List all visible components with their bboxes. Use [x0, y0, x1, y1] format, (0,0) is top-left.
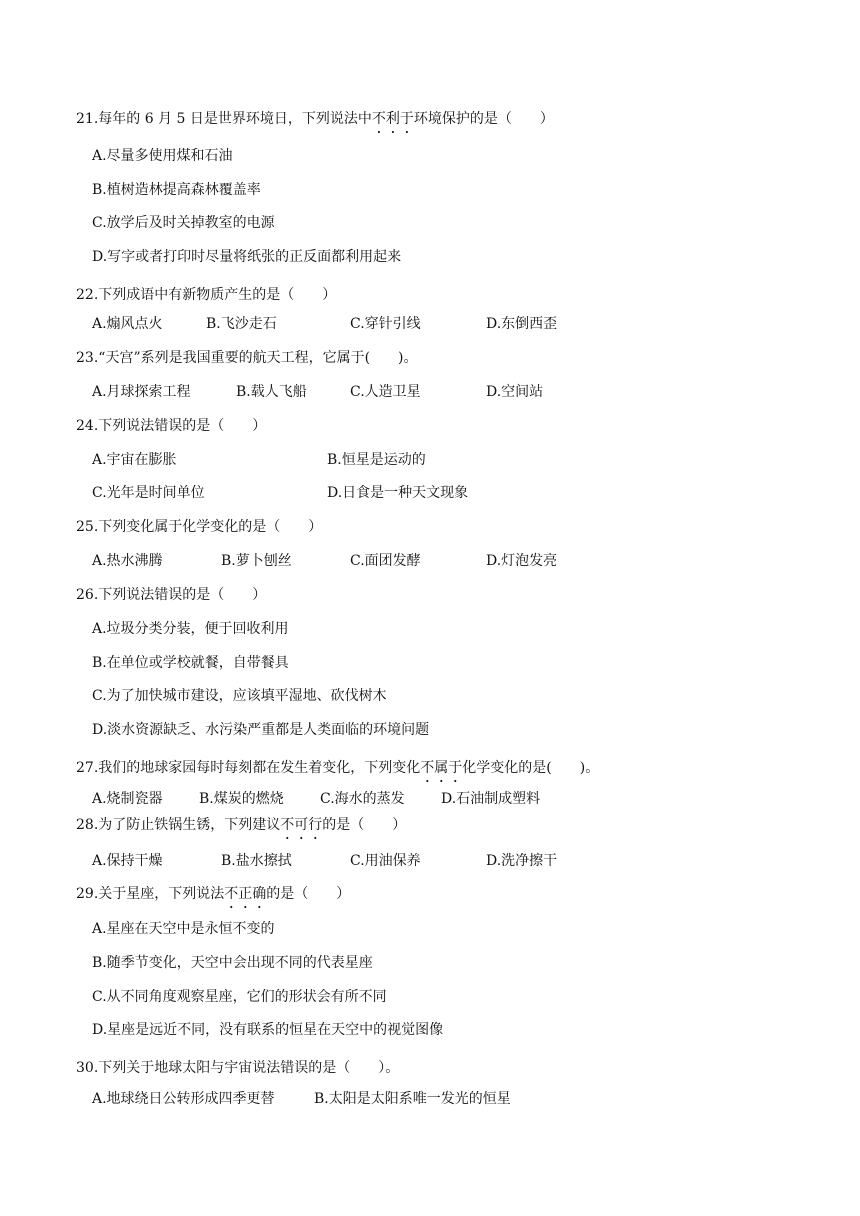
option-29-c: C.从不同角度观察星座，它们的形状会有所不同	[92, 989, 387, 1005]
emphasis-text: 不可行	[280, 817, 323, 833]
option-23-b: B.载人飞船	[236, 384, 307, 400]
emphasis-text: 不利于	[371, 111, 414, 127]
option-27-b: B.煤炭的燃烧	[199, 791, 284, 807]
option-28-d: D.洗净擦干	[486, 853, 558, 869]
option-23-c: C.人造卫星	[350, 384, 421, 400]
option-23-a: A.月球探索工程	[92, 384, 191, 400]
option-30-b: B.太阳是太阳系唯一发光的恒星	[314, 1091, 511, 1107]
question-27-stem: 27.我们的地球家园每时每刻都在发生着变化，下列变化不属于化学变化的是( )。	[76, 760, 600, 776]
option-21-b: B.植树造林提高森林覆盖率	[92, 182, 261, 198]
question-26-stem: 26.下列说法错误的是（ ）	[76, 587, 267, 603]
question-24-stem: 24.下列说法错误的是（ ）	[76, 418, 267, 434]
option-28-c: C.用油保养	[350, 853, 421, 869]
emphasis-text: 不属于	[420, 760, 463, 776]
option-22-a: A.煽风点火	[92, 316, 163, 332]
option-25-c: C.面团发酵	[350, 553, 421, 569]
option-25-b: B.萝卜刨丝	[221, 553, 292, 569]
option-21-d: D.写字或者打印时尽量将纸张的正反面都利用起来	[92, 249, 402, 265]
option-26-d: D.淡水资源缺乏、水污染严重都是人类面临的环境问题	[92, 722, 430, 738]
option-29-d: D.星座是远近不同，没有联系的恒星在天空中的视觉图像	[92, 1022, 444, 1038]
option-27-d: D.石油制成塑料	[441, 791, 541, 807]
option-30-a: A.地球绕日公转形成四季更替	[92, 1091, 275, 1107]
question-22-stem: 22.下列成语中有新物质产生的是（ ）	[76, 287, 337, 303]
question-30-stem: 30.下列关于地球太阳与宇宙说法错误的是（ ）。	[76, 1060, 400, 1076]
question-28-stem: 28.为了防止铁锅生锈，下列建议不可行的是（ ）	[76, 817, 407, 833]
question-29-stem: 29.关于星座，下列说法不正确的是（ ）	[76, 886, 351, 902]
option-27-a: A.烧制瓷器	[92, 791, 163, 807]
option-27-c: C.海水的蒸发	[320, 791, 405, 807]
option-23-d: D.空间站	[486, 384, 544, 400]
option-25-a: A.热水沸腾	[92, 553, 163, 569]
option-28-a: A.保持干燥	[92, 853, 163, 869]
option-26-a: A.垃圾分类分装，便于回收利用	[92, 621, 289, 637]
option-24-b: B.恒星是运动的	[327, 452, 426, 468]
option-22-d: D.东倒西歪	[486, 316, 558, 332]
option-26-c: C.为了加快城市建设，应该填平湿地、砍伐树木	[92, 688, 387, 704]
option-24-d: D.日食是一种天文现象	[327, 485, 469, 501]
question-25-stem: 25.下列变化属于化学变化的是（ ）	[76, 519, 323, 535]
question-23-stem: 23.“天宫”系列是我国重要的航天工程，它属于( )。	[76, 350, 418, 366]
option-22-b: B.飞沙走石	[206, 316, 277, 332]
option-21-a: A.尽量多使用煤和石油	[92, 148, 233, 164]
option-29-a: A.星座在天空中是永恒不变的	[92, 921, 275, 937]
option-24-c: C.光年是时间单位	[92, 485, 205, 501]
option-26-b: B.在单位或学校就餐，自带餐具	[92, 655, 289, 671]
option-21-c: C.放学后及时关掉教室的电源	[92, 215, 275, 231]
option-22-c: C.穿针引线	[350, 316, 421, 332]
option-28-b: B.盐水擦拭	[221, 853, 292, 869]
option-24-a: A.宇宙在膨胀	[92, 452, 177, 468]
question-21-stem: 21.每年的 6 月 5 日是世界环境日，下列说法中不利于环境保护的是（ ）	[76, 111, 554, 127]
option-29-b: B.随季节变化，天空中会出现不同的代表星座	[92, 955, 373, 971]
emphasis-text: 不正确	[224, 886, 267, 902]
option-25-d: D.灯泡发亮	[486, 553, 558, 569]
